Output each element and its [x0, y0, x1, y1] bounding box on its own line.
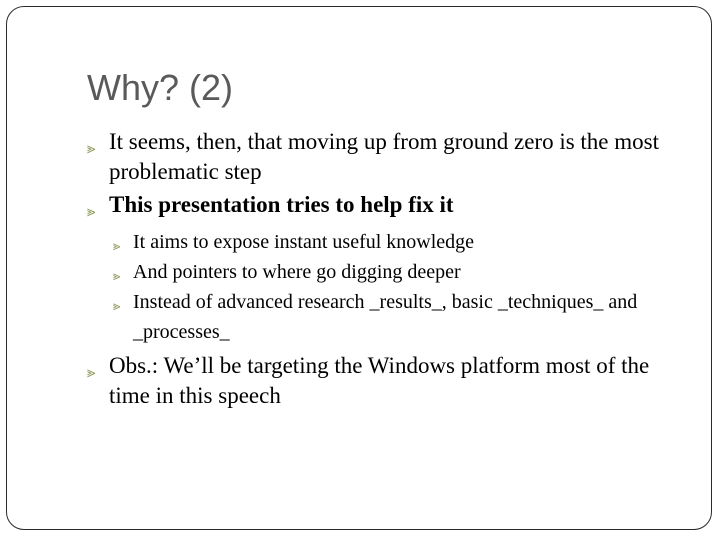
- bullet-icon: ⪢: [113, 239, 121, 254]
- bullet-icon: ⪢: [113, 299, 121, 314]
- sub-bullet-item: [111, 257, 687, 287]
- bullet-icon: ⪢: [87, 363, 96, 381]
- sub-bullet-item: [111, 227, 687, 257]
- bullet-icon: ⪢: [87, 139, 96, 157]
- bullet-icon: ⪢: [87, 202, 96, 220]
- bullet-text: It seems, then, that moving up from ground zero is the most problematic step: [109, 129, 659, 184]
- bullet-item: [87, 190, 687, 220]
- bullet-icon: ⪢: [113, 269, 121, 284]
- bullet-text: Obs.: We’ll be targeting the Windows platform most of the time in this speech: [109, 353, 650, 408]
- slide-title: Why? (2): [87, 67, 234, 108]
- sub-bullet-item: [111, 287, 687, 347]
- slide-body: [87, 127, 687, 414]
- slide-frame: [6, 6, 712, 530]
- bullet-item: [87, 127, 687, 187]
- bullet-text: Instead of advanced research _results_, basic _techniques_ and _processes_: [133, 291, 638, 343]
- bullet-text: This presentation tries to help fix it: [109, 192, 454, 217]
- bullet-item: [87, 351, 687, 411]
- bullet-text: And pointers to where go digging deeper: [133, 261, 461, 283]
- bullet-text: It aims to expose instant useful knowledge: [133, 231, 475, 253]
